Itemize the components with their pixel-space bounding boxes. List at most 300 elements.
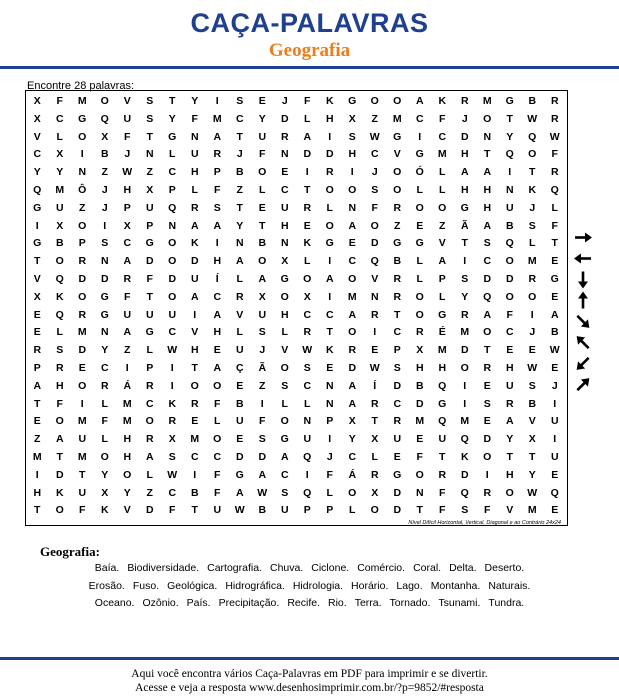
grid-cell[interactable]: Y xyxy=(506,433,514,446)
grid-cell[interactable]: G xyxy=(438,308,447,321)
grid-cell[interactable]: V xyxy=(393,148,401,161)
grid-cell[interactable]: C xyxy=(325,308,334,321)
grid-cell[interactable]: G xyxy=(393,130,402,143)
grid-cell[interactable]: D xyxy=(258,450,267,463)
grid-cell[interactable]: U xyxy=(550,415,559,428)
grid-cell[interactable]: O xyxy=(168,237,177,250)
grid-cell[interactable]: R xyxy=(123,272,132,285)
grid-cell[interactable]: R xyxy=(438,468,447,481)
grid-cell[interactable]: O xyxy=(280,361,289,374)
grid-cell[interactable]: D xyxy=(393,379,402,392)
grid-cell[interactable]: A xyxy=(550,308,559,321)
grid-cell[interactable]: R xyxy=(460,308,469,321)
grid-cell[interactable]: T xyxy=(304,183,311,196)
grid-cell[interactable]: N xyxy=(100,255,109,268)
grid-cell[interactable]: O xyxy=(348,272,357,285)
grid-cell[interactable]: H xyxy=(213,255,222,268)
grid-cell[interactable]: P xyxy=(213,166,221,179)
grid-cell[interactable]: D xyxy=(348,361,357,374)
grid-cell[interactable]: I xyxy=(508,166,512,179)
grid-cell[interactable]: E xyxy=(78,361,86,374)
grid-cell[interactable]: W xyxy=(527,486,538,499)
grid-cell[interactable]: R xyxy=(528,272,537,285)
grid-cell[interactable]: H xyxy=(280,219,289,232)
grid-cell[interactable]: H xyxy=(213,326,222,339)
grid-cell[interactable]: Y xyxy=(191,95,199,107)
grid-cell[interactable]: R xyxy=(550,95,559,107)
grid-cell[interactable]: L xyxy=(304,255,311,268)
grid-cell[interactable]: A xyxy=(325,272,334,285)
grid-cell[interactable]: L xyxy=(529,237,536,250)
grid-cell[interactable]: M xyxy=(437,148,447,161)
grid-cell[interactable]: L xyxy=(236,326,243,339)
grid-cell[interactable]: H xyxy=(123,450,132,463)
grid-cell[interactable]: É xyxy=(438,326,446,339)
grid-cell[interactable]: K xyxy=(190,237,199,250)
grid-cell[interactable]: L xyxy=(439,183,446,196)
grid-cell[interactable]: G xyxy=(348,95,357,107)
grid-cell[interactable]: C xyxy=(393,326,402,339)
grid-cell[interactable]: S xyxy=(146,95,154,107)
grid-cell[interactable]: O xyxy=(415,468,424,481)
grid-cell[interactable]: Í xyxy=(215,272,219,285)
grid-cell[interactable]: O xyxy=(78,219,87,232)
grid-cell[interactable]: O xyxy=(55,255,64,268)
grid-cell[interactable]: U xyxy=(78,486,87,499)
grid-cell[interactable]: E xyxy=(348,237,356,250)
grid-cell[interactable]: I xyxy=(373,326,377,339)
grid-cell[interactable]: S xyxy=(348,130,356,143)
grid-cell[interactable]: E xyxy=(33,326,41,339)
grid-cell[interactable]: Q xyxy=(483,290,492,303)
grid-cell[interactable]: N xyxy=(483,130,492,143)
grid-cell[interactable]: I xyxy=(305,468,309,481)
grid-cell[interactable]: V xyxy=(191,326,199,339)
grid-cell[interactable]: I xyxy=(418,130,422,143)
grid-cell[interactable]: W xyxy=(302,344,313,357)
grid-cell[interactable]: U xyxy=(280,504,289,517)
grid-cell[interactable]: L xyxy=(416,255,423,268)
grid-cell[interactable]: R xyxy=(303,201,312,214)
grid-cell[interactable]: I xyxy=(215,237,219,250)
grid-cell[interactable]: Z xyxy=(79,201,86,214)
grid-cell[interactable]: F xyxy=(259,148,266,161)
grid-cell[interactable]: D xyxy=(483,433,492,446)
grid-cell[interactable]: G xyxy=(460,201,469,214)
grid-cell[interactable]: B xyxy=(100,148,109,161)
grid-cell[interactable]: R xyxy=(348,344,357,357)
grid-cell[interactable]: P xyxy=(168,183,176,196)
grid-cell[interactable]: R xyxy=(100,379,109,392)
grid-cell[interactable]: W xyxy=(549,130,560,143)
grid-cell[interactable]: M xyxy=(77,415,87,428)
grid-cell[interactable]: S xyxy=(303,361,311,374)
grid-cell[interactable]: I xyxy=(328,290,332,303)
grid-cell[interactable]: O xyxy=(348,183,357,196)
grid-cell[interactable]: A xyxy=(123,326,132,339)
grid-cell[interactable]: F xyxy=(214,183,221,196)
grid-cell[interactable]: E xyxy=(416,433,424,446)
grid-cell[interactable]: A xyxy=(213,308,222,321)
grid-cell[interactable]: X xyxy=(303,290,311,303)
grid-cell[interactable]: I xyxy=(485,468,489,481)
grid-cell[interactable]: G xyxy=(145,326,154,339)
grid-cell[interactable]: F xyxy=(416,450,423,463)
grid-cell[interactable]: E xyxy=(528,344,536,357)
grid-cell[interactable]: A xyxy=(460,166,469,179)
grid-cell[interactable]: Y xyxy=(461,290,469,303)
grid-cell[interactable]: W xyxy=(369,361,380,374)
grid-cell[interactable]: T xyxy=(506,450,513,463)
grid-cell[interactable]: M xyxy=(482,95,492,107)
grid-cell[interactable]: E xyxy=(258,201,266,214)
grid-cell[interactable]: O xyxy=(505,290,514,303)
grid-cell[interactable]: Y xyxy=(528,468,536,481)
grid-cell[interactable]: L xyxy=(371,450,378,463)
grid-cell[interactable]: M xyxy=(122,397,132,410)
grid-cell[interactable]: J xyxy=(529,201,536,214)
grid-cell[interactable]: O xyxy=(280,290,289,303)
grid-cell[interactable]: U xyxy=(190,148,199,161)
grid-cell[interactable]: M xyxy=(415,415,425,428)
grid-cell[interactable]: G xyxy=(325,237,334,250)
grid-cell[interactable]: U xyxy=(505,201,514,214)
grid-cell[interactable]: L xyxy=(326,201,333,214)
grid-cell[interactable]: I xyxy=(35,219,39,232)
grid-cell[interactable]: O xyxy=(505,486,514,499)
grid-cell[interactable]: R xyxy=(78,255,87,268)
grid-cell[interactable]: Z xyxy=(236,183,243,196)
grid-cell[interactable]: M xyxy=(460,326,470,339)
grid-cell[interactable]: Q xyxy=(303,486,312,499)
grid-cell[interactable]: L xyxy=(349,504,356,517)
grid-cell[interactable]: A xyxy=(190,219,199,232)
grid-cell[interactable]: O xyxy=(415,201,424,214)
grid-cell[interactable]: L xyxy=(56,326,63,339)
grid-cell[interactable]: N xyxy=(303,415,312,428)
grid-cell[interactable]: G xyxy=(100,308,109,321)
grid-cell[interactable]: Ç xyxy=(235,361,244,374)
grid-cell[interactable]: R xyxy=(415,326,424,339)
grid-cell[interactable]: C xyxy=(280,468,289,481)
grid-cell[interactable]: X xyxy=(258,290,266,303)
grid-cell[interactable]: B xyxy=(235,397,244,410)
grid-cell[interactable]: D xyxy=(325,148,334,161)
grid-cell[interactable]: C xyxy=(280,183,289,196)
grid-cell[interactable]: H xyxy=(33,486,42,499)
grid-cell[interactable]: S xyxy=(461,504,469,517)
grid-cell[interactable]: A xyxy=(303,130,312,143)
grid-cell[interactable]: F xyxy=(326,468,333,481)
grid-cell[interactable]: A xyxy=(190,290,199,303)
grid-cell[interactable]: D xyxy=(505,272,514,285)
grid-cell[interactable]: R xyxy=(393,415,402,428)
grid-cell[interactable]: O xyxy=(123,468,132,481)
grid-cell[interactable]: W xyxy=(369,130,380,143)
grid-cell[interactable]: H xyxy=(415,361,424,374)
grid-cell[interactable]: A xyxy=(145,450,154,463)
grid-cell[interactable]: T xyxy=(236,201,243,214)
grid-cell[interactable]: S xyxy=(236,95,244,107)
grid-cell[interactable]: A xyxy=(348,379,357,392)
grid-cell[interactable]: D xyxy=(100,272,109,285)
grid-cell[interactable]: Y xyxy=(236,219,244,232)
grid-cell[interactable]: S xyxy=(56,344,64,357)
grid-cell[interactable]: F xyxy=(214,397,221,410)
grid-cell[interactable]: L xyxy=(146,344,153,357)
grid-cell[interactable]: O xyxy=(415,290,424,303)
grid-cell[interactable]: B xyxy=(550,326,559,339)
grid-cell[interactable]: F xyxy=(506,308,513,321)
grid-cell[interactable]: O xyxy=(78,379,87,392)
grid-cell[interactable]: X xyxy=(123,219,131,232)
grid-cell[interactable]: O xyxy=(483,326,492,339)
grid-cell[interactable]: G xyxy=(100,290,109,303)
grid-cell[interactable]: O xyxy=(370,95,379,107)
grid-cell[interactable]: S xyxy=(101,237,109,250)
grid-cell[interactable]: N xyxy=(348,201,357,214)
grid-cell[interactable]: P xyxy=(326,415,334,428)
grid-cell[interactable]: M xyxy=(527,255,537,268)
grid-cell[interactable]: A xyxy=(483,308,492,321)
grid-cell[interactable]: O xyxy=(393,95,402,107)
grid-cell[interactable]: R xyxy=(483,361,492,374)
grid-cell[interactable]: O xyxy=(370,219,379,232)
grid-cell[interactable]: F xyxy=(371,201,378,214)
grid-cell[interactable]: E xyxy=(33,415,41,428)
grid-cell[interactable]: C xyxy=(483,255,492,268)
grid-cell[interactable]: L xyxy=(191,183,198,196)
grid-cell[interactable]: E xyxy=(551,290,559,303)
grid-cell[interactable]: G xyxy=(505,95,514,107)
grid-cell[interactable]: Q xyxy=(438,379,447,392)
grid-cell[interactable]: D xyxy=(190,255,199,268)
grid-cell[interactable]: F xyxy=(214,486,221,499)
grid-cell[interactable]: X xyxy=(348,112,356,125)
grid-cell[interactable]: C xyxy=(55,112,64,125)
grid-cell[interactable]: C xyxy=(145,397,154,410)
grid-cell[interactable]: C xyxy=(213,450,222,463)
grid-cell[interactable]: X xyxy=(348,415,356,428)
grid-cell[interactable]: X xyxy=(33,290,41,303)
grid-cell[interactable]: K xyxy=(528,183,537,196)
grid-cell[interactable]: T xyxy=(169,95,176,107)
grid-cell[interactable]: L xyxy=(281,326,288,339)
grid-cell[interactable]: U xyxy=(55,201,64,214)
grid-cell[interactable]: R xyxy=(145,379,154,392)
grid-cell[interactable]: R xyxy=(55,361,64,374)
grid-cell[interactable]: M xyxy=(527,504,537,517)
grid-cell[interactable]: V xyxy=(371,272,379,285)
grid-cell[interactable]: Q xyxy=(438,415,447,428)
grid-cell[interactable]: H xyxy=(505,468,514,481)
grid-cell[interactable]: Q xyxy=(528,130,537,143)
grid-cell[interactable]: S xyxy=(528,379,536,392)
grid-cell[interactable]: B xyxy=(258,237,267,250)
grid-cell[interactable]: W xyxy=(549,344,560,357)
grid-cell[interactable]: A xyxy=(280,450,289,463)
grid-cell[interactable]: Q xyxy=(550,183,559,196)
grid-cell[interactable]: X xyxy=(33,95,41,107)
grid-cell[interactable]: R xyxy=(325,166,334,179)
grid-cell[interactable]: N xyxy=(190,130,199,143)
grid-cell[interactable]: O xyxy=(483,450,492,463)
grid-cell[interactable]: J xyxy=(461,112,468,125)
grid-cell[interactable]: T xyxy=(259,219,266,232)
grid-cell[interactable]: R xyxy=(370,308,379,321)
grid-cell[interactable]: O xyxy=(483,112,492,125)
grid-cell[interactable]: O xyxy=(100,450,109,463)
grid-cell[interactable]: K xyxy=(55,486,64,499)
grid-cell[interactable]: M xyxy=(77,450,87,463)
grid-cell[interactable]: B xyxy=(258,504,267,517)
grid-cell[interactable]: A xyxy=(258,272,267,285)
grid-cell[interactable]: L xyxy=(101,433,108,446)
grid-cell[interactable]: E xyxy=(258,95,266,107)
grid-cell[interactable]: T xyxy=(236,130,243,143)
grid-cell[interactable]: M xyxy=(77,326,87,339)
grid-cell[interactable]: A xyxy=(123,255,132,268)
grid-cell[interactable]: Y xyxy=(101,468,109,481)
grid-cell[interactable]: X xyxy=(371,433,379,446)
grid-cell[interactable]: T xyxy=(439,450,446,463)
grid-cell[interactable]: X xyxy=(371,486,379,499)
grid-cell[interactable]: D xyxy=(145,255,154,268)
grid-cell[interactable]: E xyxy=(303,219,311,232)
grid-cell[interactable]: S xyxy=(461,272,469,285)
grid-cell[interactable]: U xyxy=(168,308,177,321)
grid-cell[interactable]: T xyxy=(146,130,153,143)
grid-cell[interactable]: L xyxy=(304,112,311,125)
grid-cell[interactable]: L xyxy=(439,290,446,303)
grid-cell[interactable]: U xyxy=(123,308,132,321)
grid-cell[interactable]: H xyxy=(460,148,469,161)
grid-cell[interactable]: X xyxy=(101,486,109,499)
grid-cell[interactable]: V xyxy=(123,504,131,517)
grid-cell[interactable]: E xyxy=(506,344,514,357)
grid-cell[interactable]: T xyxy=(394,308,401,321)
grid-cell[interactable]: U xyxy=(303,433,312,446)
grid-cell[interactable]: K xyxy=(460,450,469,463)
grid-cell[interactable]: O xyxy=(325,183,334,196)
grid-cell[interactable]: D xyxy=(460,130,469,143)
grid-cell[interactable]: H xyxy=(190,166,199,179)
grid-cell[interactable]: Q xyxy=(55,272,64,285)
grid-cell[interactable]: E xyxy=(393,450,401,463)
grid-cell[interactable]: M xyxy=(347,290,357,303)
grid-cell[interactable]: T xyxy=(326,326,333,339)
grid-cell[interactable]: S xyxy=(483,397,491,410)
grid-cell[interactable]: R xyxy=(190,397,199,410)
grid-cell[interactable]: R xyxy=(78,308,87,321)
grid-cell[interactable]: L xyxy=(326,486,333,499)
grid-cell[interactable]: R xyxy=(483,486,492,499)
grid-cell[interactable]: N xyxy=(168,219,177,232)
grid-cell[interactable]: G xyxy=(78,112,87,125)
grid-cell[interactable]: D xyxy=(55,468,64,481)
grid-cell[interactable]: Z xyxy=(101,166,108,179)
grid-cell[interactable]: Y xyxy=(506,130,514,143)
grid-cell[interactable]: U xyxy=(235,415,244,428)
grid-cell[interactable]: Y xyxy=(123,486,131,499)
grid-cell[interactable]: N xyxy=(145,148,154,161)
grid-cell[interactable]: N xyxy=(505,183,514,196)
grid-cell[interactable]: O xyxy=(438,201,447,214)
grid-cell[interactable]: V xyxy=(33,130,41,143)
grid-cell[interactable]: Z xyxy=(371,112,378,125)
grid-cell[interactable]: F xyxy=(169,504,176,517)
grid-cell[interactable]: R xyxy=(280,130,289,143)
grid-cell[interactable]: N xyxy=(78,166,87,179)
grid-cell[interactable]: Á xyxy=(348,468,357,481)
grid-cell[interactable]: J xyxy=(124,148,131,161)
grid-cell[interactable]: A xyxy=(483,219,492,232)
grid-cell[interactable]: Z xyxy=(146,166,153,179)
grid-cell[interactable]: J xyxy=(281,95,288,107)
grid-cell[interactable]: F xyxy=(56,397,63,410)
grid-cell[interactable]: E xyxy=(551,255,559,268)
grid-cell[interactable]: H xyxy=(325,112,334,125)
grid-cell[interactable]: B xyxy=(528,95,537,107)
grid-cell[interactable]: R xyxy=(393,290,402,303)
grid-cell[interactable]: S xyxy=(483,237,491,250)
grid-cell[interactable]: I xyxy=(80,397,84,410)
grid-cell[interactable]: B xyxy=(393,255,402,268)
grid-cell[interactable]: G xyxy=(438,397,447,410)
grid-cell[interactable]: O xyxy=(393,166,402,179)
grid-cell[interactable]: D xyxy=(393,504,402,517)
grid-cell[interactable]: V xyxy=(506,504,514,517)
grid-cell[interactable]: C xyxy=(370,148,379,161)
grid-cell[interactable]: X xyxy=(281,255,289,268)
grid-cell[interactable]: F xyxy=(551,148,558,161)
grid-cell[interactable]: O xyxy=(370,504,379,517)
grid-cell[interactable]: K xyxy=(100,504,109,517)
grid-cell[interactable]: J xyxy=(259,344,266,357)
grid-cell[interactable]: A xyxy=(235,486,244,499)
grid-cell[interactable]: H xyxy=(280,308,289,321)
grid-cell[interactable]: H xyxy=(348,148,357,161)
grid-cell[interactable]: W xyxy=(257,486,268,499)
grid-cell[interactable]: H xyxy=(123,183,132,196)
grid-cell[interactable]: Ô xyxy=(78,183,87,196)
grid-cell[interactable]: E xyxy=(551,361,559,374)
grid-cell[interactable]: Q xyxy=(460,433,469,446)
grid-cell[interactable]: C xyxy=(348,450,357,463)
grid-cell[interactable]: J xyxy=(101,183,108,196)
grid-cell[interactable]: V xyxy=(528,415,536,428)
grid-cell[interactable]: D xyxy=(415,397,424,410)
grid-cell[interactable]: V xyxy=(123,95,131,107)
grid-cell[interactable]: T xyxy=(506,112,513,125)
grid-cell[interactable]: L xyxy=(281,397,288,410)
grid-cell[interactable]: S xyxy=(146,112,154,125)
grid-cell[interactable]: I xyxy=(553,397,557,410)
grid-cell[interactable]: S xyxy=(258,326,266,339)
grid-cell[interactable]: N xyxy=(325,379,334,392)
grid-cell[interactable]: G xyxy=(145,237,154,250)
grid-cell[interactable]: G xyxy=(280,433,289,446)
grid-cell[interactable]: M xyxy=(77,95,87,107)
grid-cell[interactable]: U xyxy=(145,201,154,214)
grid-cell[interactable]: I xyxy=(80,148,84,161)
grid-cell[interactable]: C xyxy=(505,326,514,339)
grid-cell[interactable]: T xyxy=(34,504,41,517)
grid-cell[interactable]: O xyxy=(280,415,289,428)
grid-cell[interactable]: B xyxy=(235,166,244,179)
grid-cell[interactable]: Q xyxy=(460,486,469,499)
grid-cell[interactable]: C xyxy=(415,112,424,125)
